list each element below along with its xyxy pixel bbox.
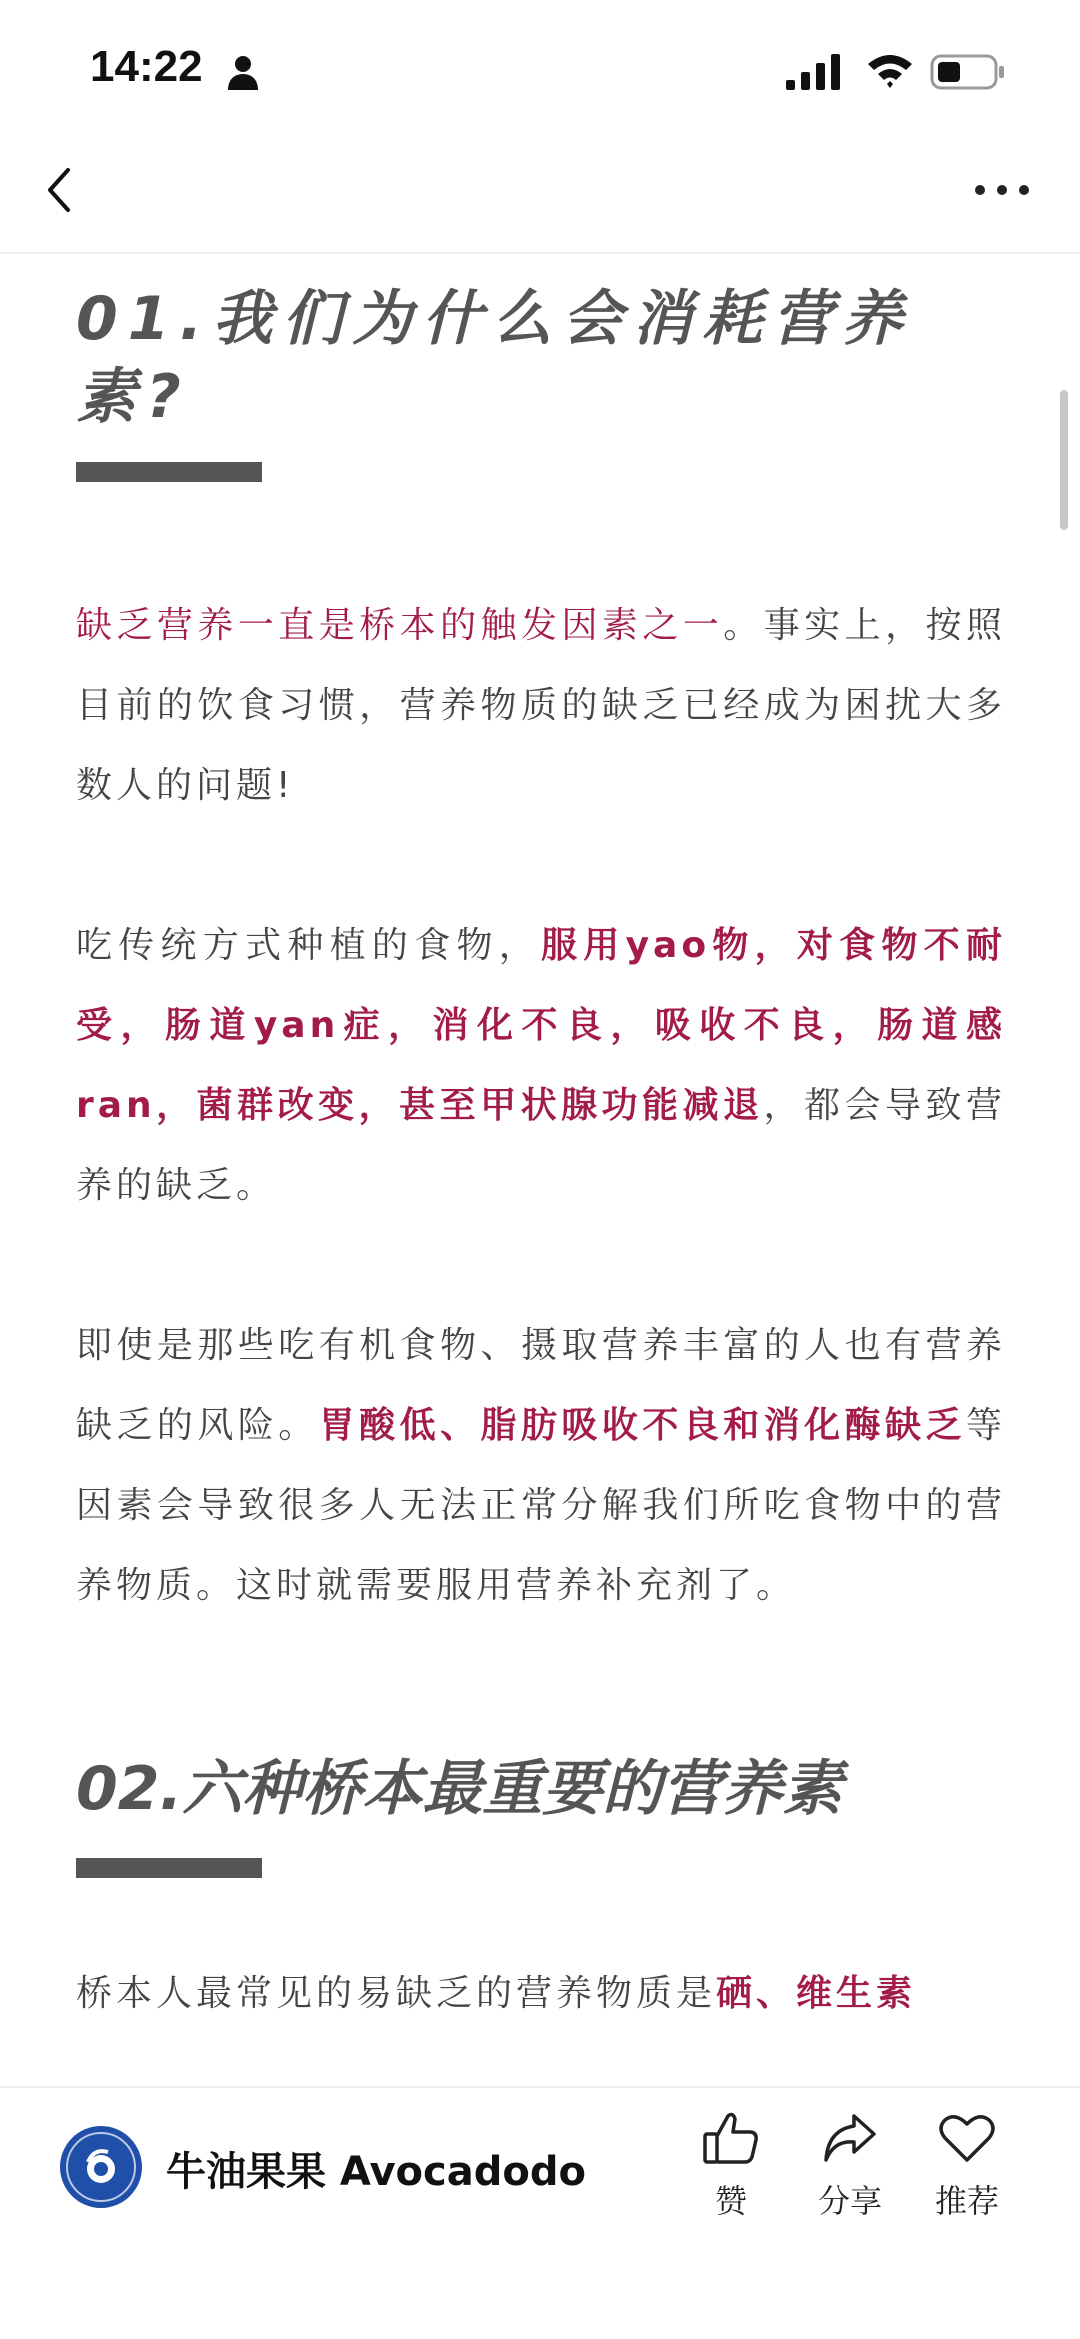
- author-name[interactable]: 牛油果果 Avocadodo: [166, 2149, 586, 2195]
- section-divider-2: [76, 1858, 262, 1878]
- paragraph-text: 。事实上，按照目前的饮食习惯，营养物质的缺乏已经成为困扰大多数人的问题!: [76, 605, 1006, 806]
- heart-icon: [937, 2110, 997, 2166]
- person-icon: [226, 54, 260, 90]
- status-time: 14:22: [90, 42, 203, 91]
- paragraph-text: 即使是那些吃有机食物、摄取营养丰富的人也有营养缺乏的风险。: [76, 1325, 1006, 1446]
- status-bar: [0, 0, 1080, 140]
- scrollbar[interactable]: [1060, 390, 1068, 530]
- more-icon[interactable]: [972, 180, 1032, 200]
- share-label: 分享: [817, 2182, 882, 2220]
- nav-bar: [0, 140, 1080, 254]
- paragraph-text: 吃传统方式种植的食物，: [76, 925, 542, 966]
- paragraph-text: 等因素会导致很多人无法正常分解我们所吃食物中的营养物质。这时就需要服用营养补充剂了。: [76, 1405, 1006, 1606]
- like-button[interactable]: [686, 2110, 776, 2222]
- paragraph-1: [76, 586, 1006, 826]
- like-label: 赞: [714, 2182, 747, 2220]
- paragraph-4: [76, 1954, 1006, 2034]
- chevron-left-icon[interactable]: [40, 162, 80, 218]
- recommend-label: 推荐: [934, 2182, 999, 2220]
- highlight-text: 硒、维生素: [716, 1973, 917, 2014]
- section-divider-1: [76, 462, 262, 482]
- avocado-logo-icon: [60, 2126, 142, 2208]
- highlight-text: 缺乏营养一直是桥本的触发因素之一: [76, 605, 724, 646]
- share-icon: [820, 2110, 880, 2166]
- wifi-icon: [866, 52, 914, 90]
- highlight-text: 胃酸低、脂肪吸收不良和消化酶缺乏: [318, 1405, 966, 1446]
- paragraph-text: ，都会导致营养的缺乏。: [76, 1085, 1006, 1206]
- avatar[interactable]: [60, 2126, 142, 2208]
- article-body: [76, 252, 1006, 2034]
- section-title-2: 02.六种桥本最重要的营养素: [76, 1754, 843, 1824]
- paragraph-3: [76, 1306, 1006, 1626]
- share-button[interactable]: [805, 2110, 895, 2222]
- battery-icon: [930, 52, 1006, 92]
- thumbs-up-icon: [701, 2110, 761, 2166]
- footer-bar: [0, 2086, 1080, 2339]
- paragraph-text: 桥本人最常见的易缺乏的营养物质是: [76, 1973, 717, 2014]
- paragraph-2: [76, 906, 1006, 1226]
- section-title-1: 01.我们为什么会消耗营养素?: [76, 284, 913, 432]
- recommend-button[interactable]: [922, 2110, 1012, 2222]
- cellular-signal-icon: [786, 54, 842, 90]
- highlight-text: 服用yao物，对食物不耐受，肠道yan症，消化不良，吸收不良，肠道感ran，菌群改变，甚至甲状腺功能减退: [76, 925, 1006, 1126]
